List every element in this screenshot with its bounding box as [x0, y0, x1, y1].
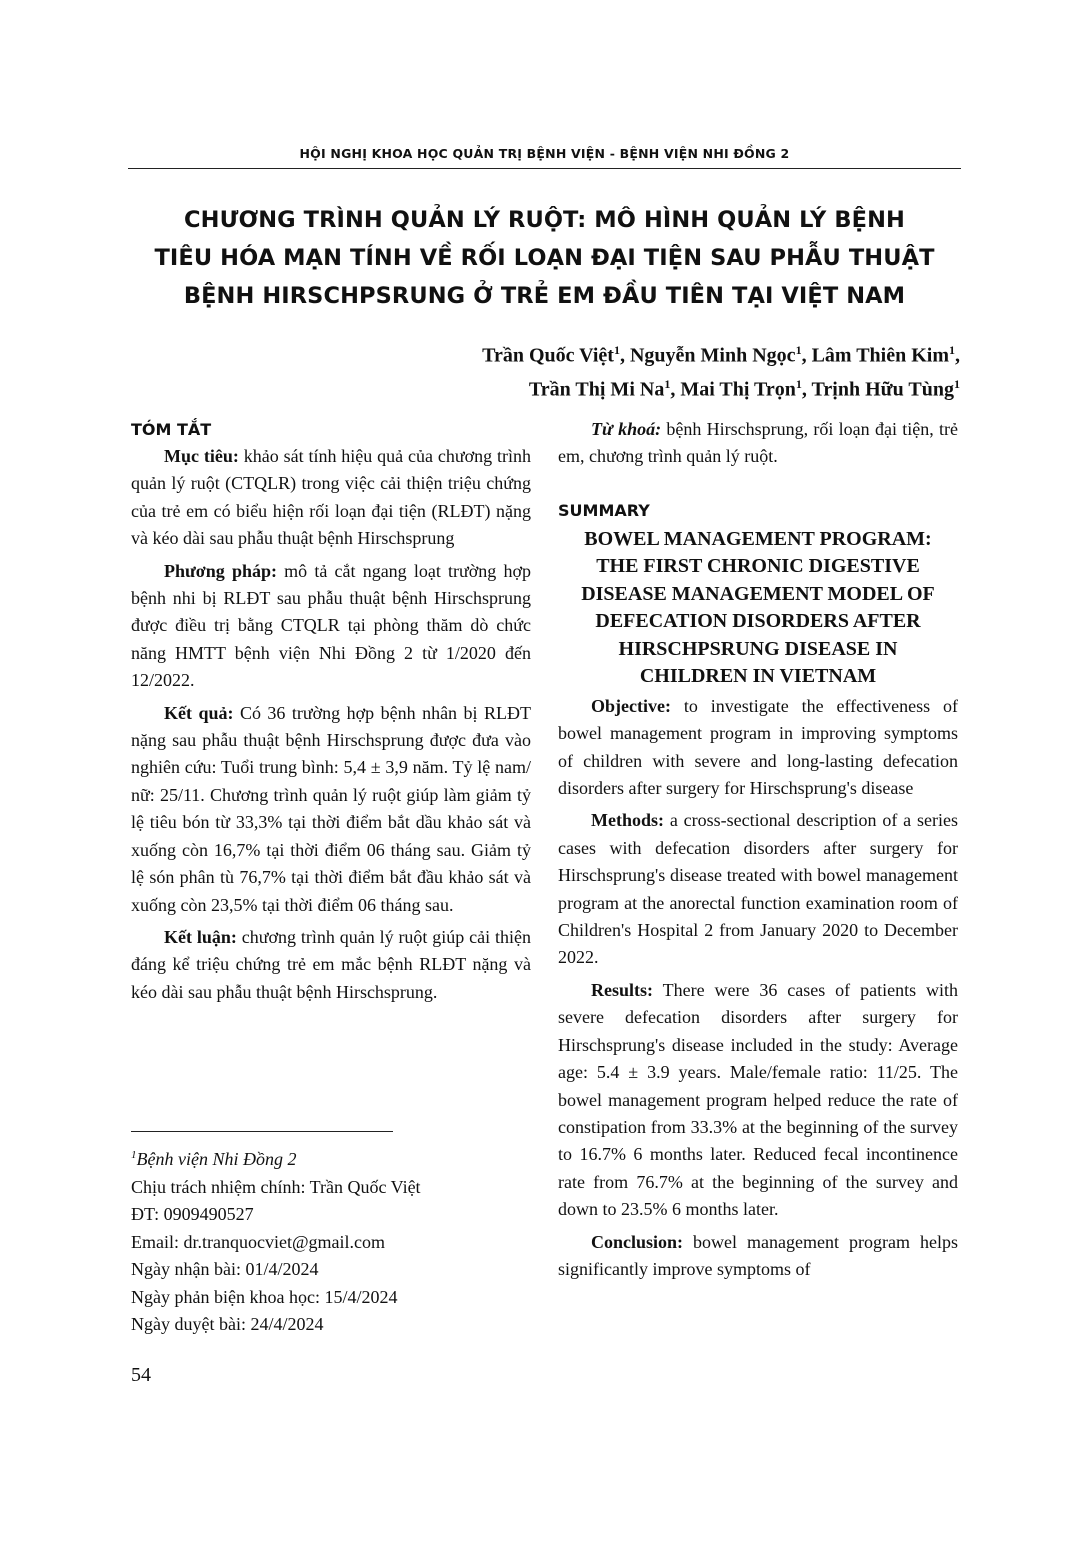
footnote-reviewed: Ngày phản biện khoa học: 15/4/2024	[131, 1286, 398, 1307]
paper-title	[128, 201, 961, 315]
paragraph-text: a cross-sectional description of a series cases with defecation disorders after surgery for Hirschsprung's disease treated with bowel management program at the anorectal function examination room of Children's Hospital 2 from January 2020 to December 2022.	[558, 810, 958, 968]
title-line: TIÊU HÓA MẠN TÍNH VỀ RỐI LOẠN ĐẠI TIỆN SAU PHẪU THUẬT	[154, 245, 935, 271]
page-number: 54	[131, 1364, 151, 1386]
author-line	[260, 370, 960, 404]
paragraph-label: Từ khoá:	[591, 419, 662, 439]
english-title-line: DISEASE MANAGEMENT MODEL OF	[581, 582, 935, 605]
summary-methods	[558, 807, 958, 971]
summary-objective	[558, 693, 958, 803]
summary-conclusion	[558, 1229, 958, 1284]
paragraph-label: Kết quả:	[164, 702, 234, 723]
abstract-vietnamese	[131, 416, 531, 1011]
footnote-phone: ĐT: 0909490527	[131, 1204, 254, 1224]
english-title-line: THE FIRST CHRONIC DIGESTIVE	[596, 555, 920, 578]
english-title-line: CHILDREN IN VIETNAM	[639, 665, 877, 688]
paragraph-text: chương trình quản lý ruột giúp cải thiện đáng kể triệu chứng trẻ em mắc bệnh RLĐT nặng và kéo dài sau phẫu thuật bệnh Hirschsprung.	[131, 926, 531, 1002]
header-rule	[128, 168, 961, 169]
author-name: Lâm Thiên Kim	[811, 344, 949, 367]
paragraph-label: Objective:	[591, 695, 671, 716]
english-title	[558, 526, 958, 691]
author-separator: ,	[619, 344, 630, 367]
footnote-rule	[131, 1131, 393, 1132]
section-heading: SUMMARY	[558, 500, 650, 520]
footnote-received: Ngày nhận bài: 01/4/2024	[131, 1259, 319, 1279]
title-line: CHƯƠNG TRÌNH QUẢN LÝ RUỘT: MÔ HÌNH QUẢN LÝ BỆNH	[184, 207, 905, 233]
abstract-objective	[131, 443, 531, 553]
paragraph-text: to investigate the effectiveness of bowel management program in improving symptoms of children with severe and long-lasting defecation disorders after surgery for Hirschsprung's disease	[558, 695, 958, 799]
keywords	[558, 416, 958, 471]
abstract-conclusion	[131, 924, 531, 1006]
paragraph-text: bệnh Hirschsprung, rối loạn đại tiện, trẻ em, chương trình quản lý ruột.	[558, 419, 958, 467]
author-name: Nguyễn Minh Ngọc	[629, 344, 796, 367]
abstract-methods	[131, 558, 531, 695]
paragraph-text: Có 36 trường hợp bệnh nhân bị RLĐT nặng sau phẫu thuật bệnh Hirschsprung được đưa vào nghiên cứu: Tuổi trung bình: 5,4 ± 3,9 năm. Tỷ lệ nam/ nữ: 25/11. Chương trình quản lý ruột giúp làm giảm tỷ lệ tiêu bón từ 33,3% tại thời điểm bắt dầu khảo sát và xuống còn 16,7% tại thời điểm 06 tháng sau. Giảm tỷ lệ són phân tù 76,7% tại thời điểm bắt đầu khảo sát và xuống còn 23,5% tại thời điểm 06 tháng sau.	[131, 702, 531, 915]
running-header: HỘI NGHỊ KHOA HỌC QUẢN TRỊ BỆNH VIỆN - BỆNH VIỆN NHI ĐỒNG 2	[299, 146, 790, 161]
author-affiliation-mark: 1	[664, 376, 671, 391]
summary-results	[558, 977, 958, 1224]
footnote-accepted: Ngày duyệt bài: 24/4/2024	[131, 1314, 324, 1334]
footnote-email: Email: dr.tranquocviet@gmail.com	[131, 1231, 386, 1252]
author-name: Trịnh Hữu Tùng	[811, 378, 954, 401]
paragraph-label: Methods:	[591, 810, 664, 831]
author-separator: ,	[955, 344, 960, 367]
author-name: Trần Thị Mi Na	[528, 378, 665, 401]
author-name: Mai Thị Trọn	[680, 378, 796, 401]
author-list	[260, 336, 960, 403]
english-title-line: DEFECATION DISORDERS AFTER	[595, 610, 921, 633]
paragraph-label: Conclusion:	[591, 1231, 684, 1252]
author-affiliation-mark: 1	[949, 343, 955, 357]
footnote-affiliation	[131, 1142, 551, 1174]
author-separator: ,	[801, 378, 812, 401]
paragraph-text: There were 36 cases of patients with severe defecation disorders after surgery for Hirschsprung's disease included in the study: Average age: 5.4 ± 3.9 years. Male/female ratio: 11/25. The bowel management program helped reduce the rate of constipation from 33.3% at the beginning of the survey to 16.7% 6 months later. Reduced fecal incontinence rate from 76.7% at the beginning of the survey and down to 23.5% 6 months later.	[558, 979, 958, 1220]
author-name: Trần Quốc Việt	[482, 344, 614, 367]
english-title-line: BOWEL MANAGEMENT PROGRAM:	[584, 527, 932, 550]
footnote	[131, 1142, 551, 1339]
paragraph-text: bowel management program helps significantly improve symptoms of	[558, 1231, 958, 1279]
footnote-responsible: Chịu trách nhiệm chính: Trần Quốc Việt	[131, 1176, 421, 1197]
author-line	[260, 336, 960, 370]
paragraph-label: Results:	[591, 979, 653, 1000]
author-affiliation-mark: 1	[795, 376, 802, 391]
paragraph-label: Mục tiêu:	[164, 446, 239, 466]
abstract-english	[558, 416, 958, 1288]
abstract-results	[131, 700, 531, 919]
author-separator: ,	[670, 378, 681, 401]
author-affiliation-mark: 1	[795, 343, 802, 357]
title-line: BỆNH HIRSCHPSRUNG Ở TRẺ EM ĐẦU TIÊN TẠI VIỆT NAM	[183, 283, 906, 309]
affiliation-mark: 1	[131, 1149, 137, 1161]
author-affiliation-mark: 1	[954, 376, 960, 391]
paragraph-text: khảo sát tính hiệu quả của chương trình quản lý ruột (CTQLR) trong việc cải thiện triệu chứng của trẻ em có biểu hiện rối loạn đại tiện (RLĐT) nặng và kéo dài sau phẫu thuật bệnh Hirschsprung	[131, 446, 531, 549]
section-heading: TÓM TẮT	[131, 420, 212, 439]
paragraph-label: Phương pháp:	[164, 560, 277, 581]
affiliation-text: Bệnh viện Nhi Đồng 2	[136, 1149, 297, 1169]
english-title-line: HIRSCHPSRUNG DISEASE IN	[618, 637, 898, 660]
author-affiliation-mark: 1	[613, 343, 620, 357]
paragraph-text: mô tả cắt ngang loạt trường hợp bệnh nhi bị RLĐT sau phẫu thuật bệnh Hirschsprung được điều trị bằng CTQLR tại phòng thăm dò chức năng HMTT bệnh viện Nhi Đồng 2 từ 1/2020 đến 12/2022.	[131, 560, 531, 691]
paragraph-label: Kết luận:	[164, 926, 237, 947]
author-separator: ,	[801, 344, 812, 367]
